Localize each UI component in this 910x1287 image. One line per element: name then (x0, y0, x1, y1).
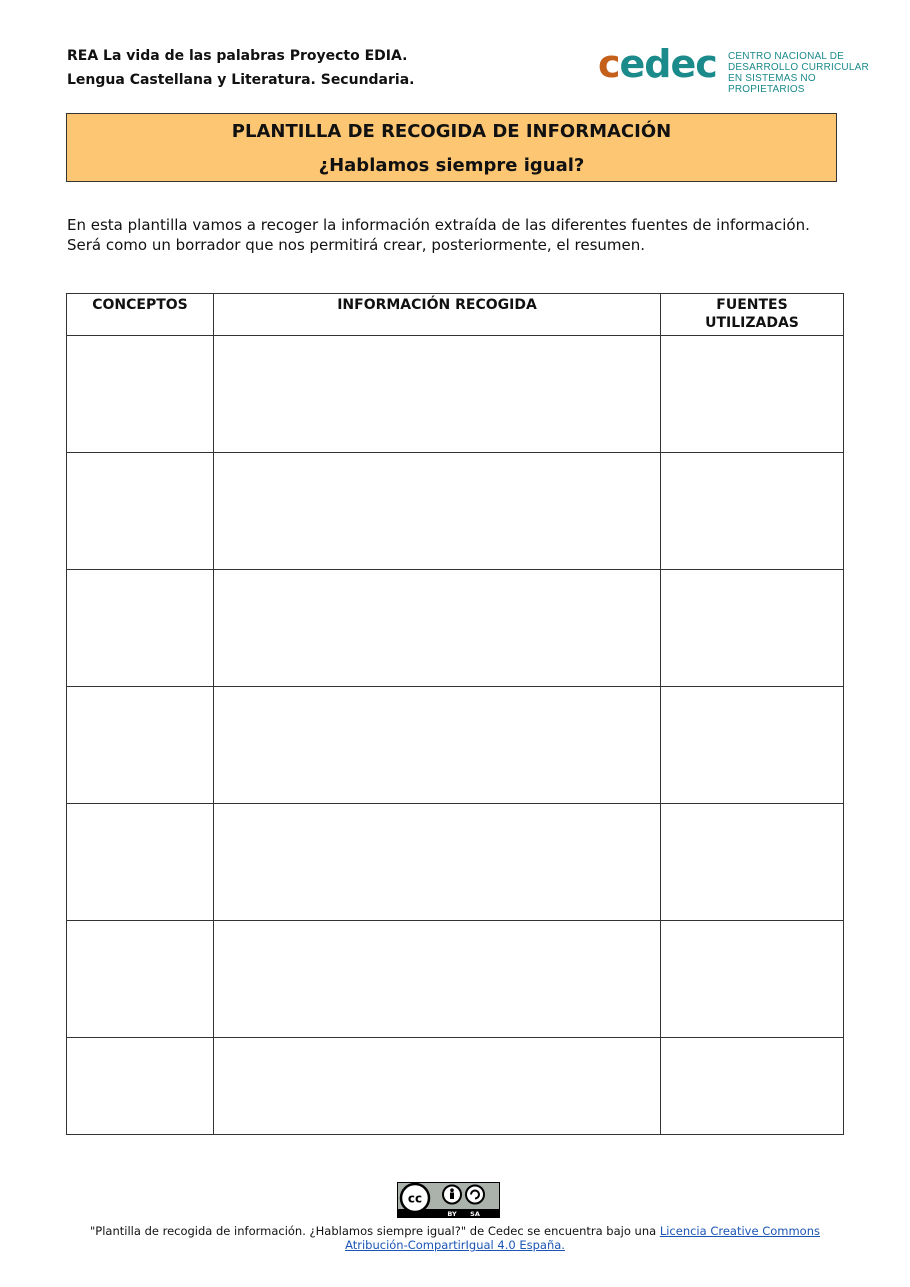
svg-text:cc: cc (407, 1191, 423, 1206)
logo-wordmark: cedec (598, 42, 717, 86)
cell-informacion[interactable] (214, 570, 661, 687)
table-row (67, 336, 844, 453)
table-row (67, 687, 844, 804)
cell-fuentes[interactable] (661, 1038, 844, 1135)
cell-informacion[interactable] (214, 453, 661, 570)
footer-text: "Plantilla de recogida de información. ¿Hablamos siempre igual?" de Cedec se encuentra bajo una (90, 1224, 660, 1238)
cell-concepto[interactable] (67, 336, 214, 453)
intro-line-1: En esta plantilla vamos a recoger la información extraída de las diferentes fuentes de información. (67, 216, 810, 234)
intro-text (67, 215, 847, 255)
cell-fuentes[interactable] (661, 687, 844, 804)
header-line-1: REA La vida de las palabras Proyecto EDIA. (67, 48, 408, 64)
cell-informacion[interactable] (214, 336, 661, 453)
license-link[interactable]: Licencia Creative Commons Atribución-CompartirIgual 4.0 España. (345, 1224, 820, 1252)
cedec-logo (598, 42, 876, 95)
cc-by-sa-badge-icon (397, 1182, 500, 1218)
cell-fuentes[interactable] (661, 804, 844, 921)
cell-concepto[interactable] (67, 921, 214, 1038)
table-row (67, 570, 844, 687)
cell-informacion[interactable] (214, 1038, 661, 1135)
badge-label-sa: SA (470, 1210, 480, 1218)
cell-fuentes[interactable] (661, 453, 844, 570)
table-row (67, 453, 844, 570)
table-row (67, 804, 844, 921)
cell-fuentes[interactable] (661, 336, 844, 453)
header-informacion-recogida: INFORMACIÓN RECOGIDA (214, 294, 661, 336)
header-line-2: Lengua Castellana y Literatura. Secundaria. (67, 72, 415, 88)
document-header (67, 44, 414, 92)
header-conceptos: CONCEPTOS (67, 294, 214, 336)
table-row (67, 1038, 844, 1135)
table-row (67, 921, 844, 1038)
header-fuentes-utilizadas: FUENTES UTILIZADAS (661, 294, 844, 336)
page-title: PLANTILLA DE RECOGIDA DE INFORMACIÓN (231, 121, 672, 142)
cell-informacion[interactable] (214, 921, 661, 1038)
cell-concepto[interactable] (67, 804, 214, 921)
logo-subtitle: CENTRO NACIONAL DE DESARROLLO CURRICULAR EN SISTEMAS NO PROPIETARIOS (728, 51, 869, 95)
title-box (66, 113, 837, 182)
cell-concepto[interactable] (67, 570, 214, 687)
cell-concepto[interactable] (67, 687, 214, 804)
cell-informacion[interactable] (214, 804, 661, 921)
cell-fuentes[interactable] (661, 921, 844, 1038)
intro-line-2: Será como un borrador que nos permitirá crear, posteriormente, el resumen. (67, 236, 646, 254)
license-footer (60, 1224, 850, 1252)
cell-concepto[interactable] (67, 453, 214, 570)
cell-informacion[interactable] (214, 687, 661, 804)
badge-label-by: BY (447, 1210, 457, 1218)
cell-fuentes[interactable] (661, 570, 844, 687)
information-table (66, 293, 844, 1135)
cell-concepto[interactable] (67, 1038, 214, 1135)
page-subtitle: ¿Hablamos siempre igual? (318, 155, 585, 176)
table-header-row (67, 294, 844, 336)
